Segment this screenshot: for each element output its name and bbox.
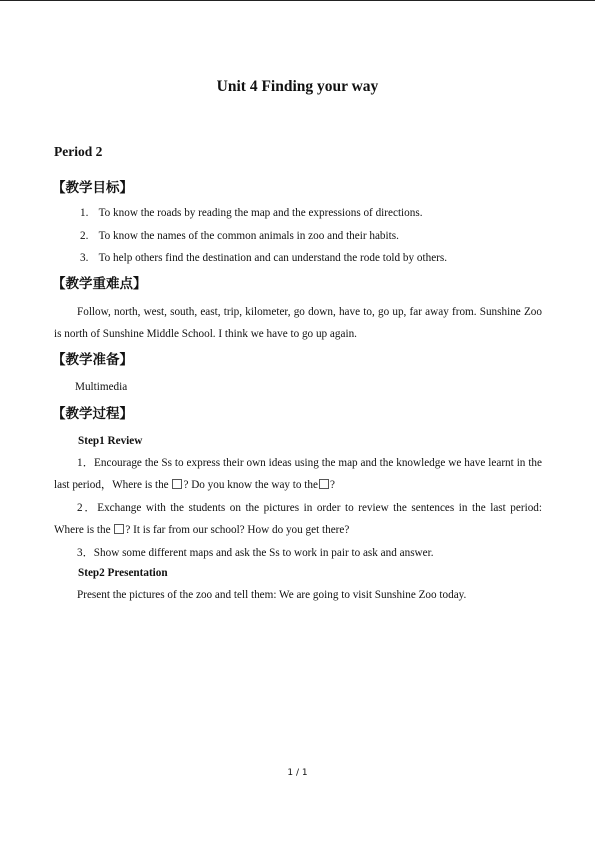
step1-item-1 — [54, 452, 542, 496]
section-heading-goals: 【教学目标】 — [52, 180, 133, 196]
step1-item-1-text-c: ? — [329, 479, 335, 491]
key-points-paragraph: Follow, north, west, south, east, trip, kilometer, go down, have to, go up, far away from. Sunshine Zoo is north of Sunshine Middle School. I think we have to go up again. — [54, 306, 542, 340]
step2-text: Present the pictures of the zoo and tell them: We are going to visit Sunshine Zoo today. — [77, 589, 467, 601]
page-number: 1 / 1 — [287, 768, 308, 778]
step1-item-2-text-a: 2．Exchange with the students on the pictures in order to review the sentences in the last period: Where is the — [54, 502, 542, 536]
step1-heading: Step1 Review — [78, 435, 143, 447]
top-rule — [0, 0, 595, 1]
objective-number: 2. — [80, 230, 89, 242]
section-heading-process: 【教学过程】 — [52, 406, 133, 422]
objective-text: To know the names of the common animals in zoo and their habits. — [98, 230, 399, 242]
objective-text: To know the roads by reading the map and the expressions of directions. — [98, 207, 423, 219]
step1-item-3: 3．Show some different maps and ask the Ss to work in pair to ask and answer. — [77, 547, 434, 559]
section-heading-key-points: 【教学重难点】 — [52, 276, 147, 292]
document-title: Unit 4 Finding your way — [216, 78, 379, 95]
objective-text: To help others find the destination and can understand the rode told by others. — [98, 252, 448, 264]
step1-item-1-text-a: 1．Encourage the Ss to express their own ideas using the map and the knowledge we have learnt in the last period，Where is the — [54, 457, 542, 491]
step1-item-2-text-b: ? It is far from our school? How do you get there? — [125, 524, 350, 536]
step1-item-1-text-b: ? Do you know the way to the — [183, 479, 318, 491]
objective-number: 3. — [80, 252, 89, 264]
objective-item — [80, 252, 447, 264]
objective-number: 1. — [80, 207, 89, 219]
blank-box-icon — [319, 479, 329, 489]
objective-item — [80, 230, 399, 242]
step2-heading: Step2 Presentation — [78, 567, 168, 579]
blank-box-icon — [114, 524, 124, 534]
blank-box-icon — [172, 479, 182, 489]
step1-item-2 — [54, 497, 542, 541]
section-heading-preparation: 【教学准备】 — [52, 352, 133, 368]
period-heading: Period 2 — [54, 144, 103, 159]
objective-item — [80, 207, 423, 219]
preparation-text: Multimedia — [75, 381, 128, 393]
